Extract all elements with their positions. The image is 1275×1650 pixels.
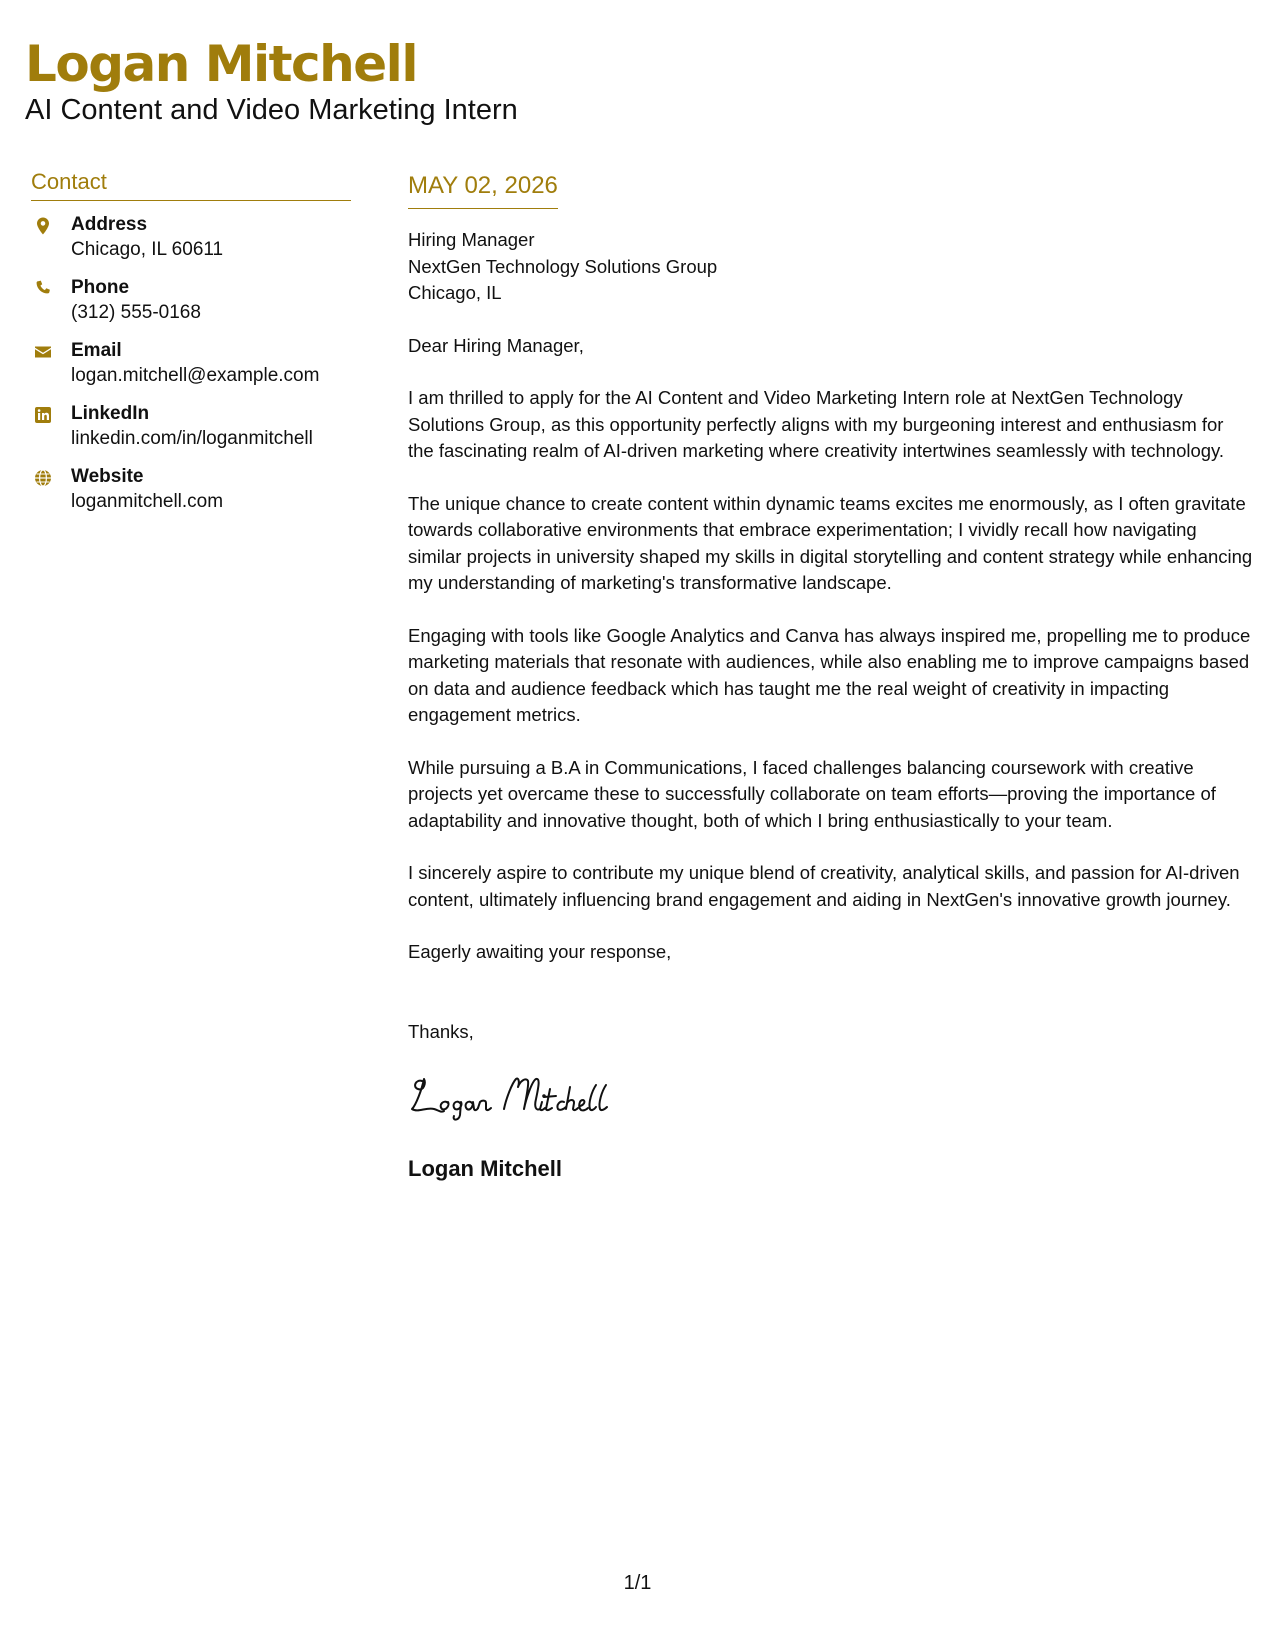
contact-label: Website <box>71 466 144 487</box>
recipient-line: Hiring Manager <box>408 229 535 250</box>
phone-value[interactable]: (312) 555-0168 <box>71 302 201 323</box>
letter-paragraph: I am thrilled to apply for the AI Content and Video Marketing Intern role at NextGen Technology Solutions Group, as this opportunity perfectly aligns with my burgeoning interest and enthusiasm for the fascinating realm of AI-driven marketing where creativity intertwines seamlessly with technology. <box>408 387 1225 461</box>
website-value[interactable]: loganmitchell.com <box>71 491 224 512</box>
email-value[interactable]: logan.mitchell@example.com <box>71 365 320 386</box>
linkedin-value[interactable]: linkedin.com/in/loganmitchell <box>71 428 313 449</box>
sign-off: Thanks, <box>408 1020 474 1042</box>
envelope-icon <box>33 342 53 362</box>
contact-item-website <box>31 465 351 528</box>
address-value: Chicago, IL 60611 <box>71 239 224 260</box>
letter-paragraph: The unique chance to create content within dynamic teams excites me enormously, as I often gravitate towards collaborative environments that embrace experimentation; I vividly recall how navigating similar projects in university shaped my skills in digital storytelling and content strategy while enhancing my understanding of marketing's transformative landscape. <box>408 492 1253 593</box>
contact-item-linkedin <box>31 402 351 465</box>
recipient-block <box>408 227 1253 307</box>
handwritten-signature <box>408 1069 1253 1125</box>
recipient-line: Chicago, IL <box>408 282 502 303</box>
letter-paragraph: While pursuing a B.A in Communications, I faced challenges balancing coursework with creative projects yet overcame these to successfully collaborate on team efforts—proving the importance of adaptability and innovative thought, both of which I bring enthusiastically to your team. <box>408 756 1216 831</box>
letter-date: MAY 02, 2026 <box>408 170 558 209</box>
signed-name: Logan Mitchell <box>408 1156 562 1181</box>
contact-label: Email <box>71 340 122 361</box>
map-pin-icon <box>33 216 53 236</box>
contact-item-address <box>31 213 351 276</box>
applicant-name: Logan Mitchell <box>25 35 417 93</box>
contact-item-email <box>31 339 351 402</box>
contact-label: Phone <box>71 277 130 298</box>
contact-label: Address <box>71 214 148 235</box>
phone-icon <box>33 279 53 299</box>
recipient-line: NextGen Technology Solutions Group <box>408 255 718 277</box>
contact-sidebar <box>31 168 351 528</box>
letter-paragraph: I sincerely aspire to contribute my unique blend of creativity, analytical skills, and passion for AI-driven content, ultimately influencing brand engagement and aiding in NextGen's innovative growth journey. <box>408 862 1240 910</box>
page-number: 1/1 <box>623 1572 652 1594</box>
closing-line: Eagerly awaiting your response, <box>408 941 672 962</box>
linkedin-icon <box>33 405 53 425</box>
contact-heading: Contact <box>31 168 351 201</box>
contact-item-phone <box>31 276 351 339</box>
cover-letter-body <box>408 170 1253 1183</box>
contact-label: LinkedIn <box>71 403 150 424</box>
job-title: AI Content and Video Marketing Intern <box>25 94 518 126</box>
globe-icon <box>33 468 53 488</box>
salutation: Dear Hiring Manager, <box>408 334 584 356</box>
letter-paragraph: Engaging with tools like Google Analytics and Canva has always inspired me, propelling me to produce marketing materials that resonate with audiences, while also enabling me to improve campaigns based on data and audience feedback which has taught me the real weight of creativity in impacting engagement metrics. <box>408 624 1251 725</box>
